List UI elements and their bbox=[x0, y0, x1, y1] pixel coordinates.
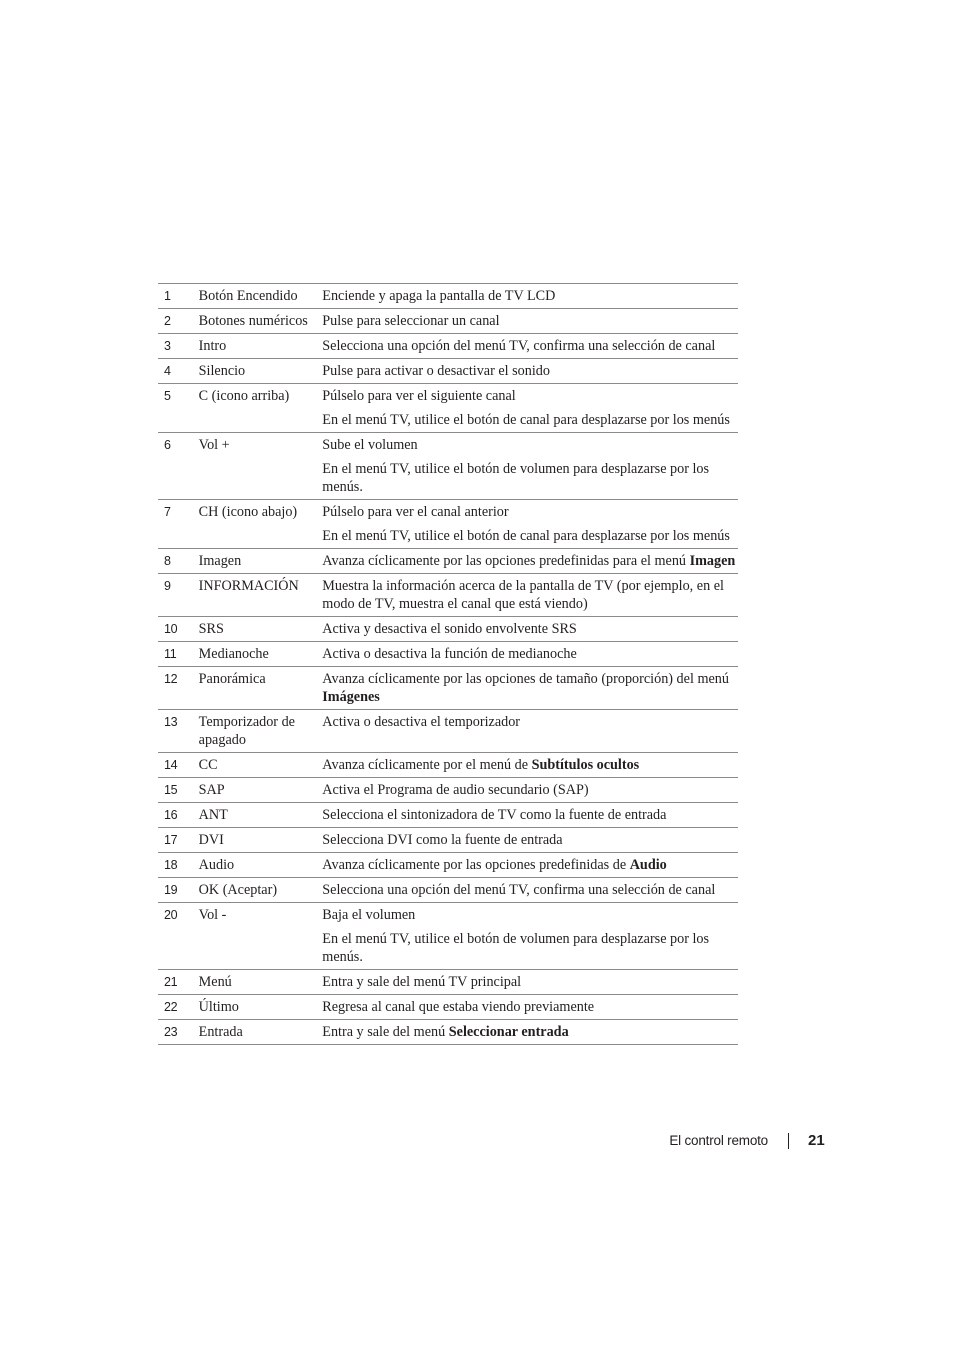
description-line bbox=[322, 970, 738, 994]
description-text: Avanza cíclicamente por las opciones de tamaño (proporción) del menú bbox=[322, 671, 729, 687]
description-line bbox=[322, 617, 738, 641]
remote-buttons-table bbox=[158, 283, 738, 1045]
button-number-text: 9 bbox=[164, 579, 171, 593]
table-row bbox=[158, 778, 738, 803]
button-number-text: 1 bbox=[164, 289, 171, 303]
description-text: Púlselo para ver el siguiente canal bbox=[322, 388, 516, 404]
button-name-text: CC bbox=[198, 757, 218, 773]
table-row bbox=[158, 803, 738, 828]
button-number-text: 6 bbox=[164, 438, 171, 452]
description-line bbox=[322, 642, 738, 666]
description-text: Entra y sale del menú TV principal bbox=[322, 974, 522, 990]
button-number-text: 5 bbox=[164, 389, 171, 403]
description-line bbox=[322, 284, 738, 308]
button-number bbox=[158, 878, 199, 903]
button-name-text: Botón Encendido bbox=[198, 288, 298, 304]
button-number bbox=[158, 903, 199, 970]
description-line bbox=[322, 803, 738, 827]
description-line bbox=[322, 1020, 738, 1044]
button-number bbox=[158, 642, 199, 667]
table-row bbox=[158, 433, 738, 500]
description-text: En el menú TV, utilice el botón de canal para desplazarse por los menús bbox=[322, 412, 730, 428]
button-name bbox=[199, 970, 323, 995]
description-text: Selecciona el sintonizadora de TV como la fuente de entrada bbox=[322, 807, 667, 823]
description-text: Enciende y apaga la pantalla de TV LCD bbox=[322, 288, 556, 304]
button-name-text: Vol - bbox=[198, 907, 227, 923]
description-line bbox=[322, 853, 738, 877]
description-text: Avanza cíclicamente por el menú de bbox=[322, 757, 532, 773]
button-description bbox=[322, 970, 738, 995]
button-number-text: 22 bbox=[164, 1000, 178, 1014]
description-text: Entra y sale del menú bbox=[322, 1024, 449, 1040]
button-number bbox=[158, 853, 199, 878]
button-name bbox=[199, 500, 323, 549]
button-name bbox=[199, 334, 323, 359]
button-name bbox=[199, 710, 323, 753]
table-row bbox=[158, 384, 738, 433]
button-number-text: 7 bbox=[164, 505, 171, 519]
button-number-text: 12 bbox=[164, 672, 178, 686]
button-name-text: OK (Aceptar) bbox=[198, 882, 278, 898]
button-description bbox=[322, 778, 738, 803]
button-number-text: 23 bbox=[164, 1025, 178, 1039]
button-description bbox=[322, 574, 738, 617]
button-number-text: 16 bbox=[164, 808, 178, 822]
button-name bbox=[199, 642, 323, 667]
button-number bbox=[158, 778, 199, 803]
button-name-text: CH (icono abajo) bbox=[198, 504, 298, 520]
button-number bbox=[158, 334, 199, 359]
description-text: Regresa al canal que estaba viendo previamente bbox=[322, 999, 595, 1015]
description-text: Activa o desactiva el temporizador bbox=[322, 714, 521, 730]
description-line bbox=[322, 500, 738, 524]
button-name-text: Silencio bbox=[198, 363, 246, 379]
footer-separator bbox=[788, 1133, 789, 1149]
description-menu-name: Audio bbox=[629, 857, 667, 873]
button-name-text: Menú bbox=[198, 974, 232, 990]
description-menu-name: Imágenes bbox=[322, 689, 380, 705]
button-name-text: Intro bbox=[198, 338, 227, 354]
button-name-text: Botones numéricos bbox=[198, 313, 308, 329]
table-row bbox=[158, 642, 738, 667]
button-number-text: 4 bbox=[164, 364, 171, 378]
description-text: Baja el volumen bbox=[322, 907, 416, 923]
table-row bbox=[158, 284, 738, 309]
button-description bbox=[322, 359, 738, 384]
description-line bbox=[322, 408, 738, 432]
table-row bbox=[158, 359, 738, 384]
description-line bbox=[322, 667, 738, 709]
button-name-text: Panorámica bbox=[198, 671, 266, 687]
button-number bbox=[158, 667, 199, 710]
button-name-text: Temporizador de apagado bbox=[198, 714, 295, 748]
page-number: 21 bbox=[808, 1132, 825, 1149]
description-text: Púlselo para ver el canal anterior bbox=[322, 504, 509, 520]
button-name bbox=[199, 853, 323, 878]
button-name bbox=[199, 878, 323, 903]
description-text: Selecciona una opción del menú TV, confirma una selección de canal bbox=[322, 338, 716, 354]
description-text: Muestra la información acerca de la pantalla de TV (por ejemplo, en el modo de TV, muestra el canal que está viendo) bbox=[322, 578, 724, 612]
button-description bbox=[322, 549, 738, 574]
description-text: En el menú TV, utilice el botón de volumen para desplazarse por los menús. bbox=[322, 931, 710, 965]
button-name bbox=[199, 1020, 323, 1045]
description-line bbox=[322, 778, 738, 802]
button-name bbox=[199, 903, 323, 970]
description-text: Sube el volumen bbox=[322, 437, 418, 453]
description-line bbox=[322, 878, 738, 902]
button-name-text: DVI bbox=[198, 832, 224, 848]
button-number-text: 21 bbox=[164, 975, 178, 989]
description-text: Pulse para activar o desactivar el sonido bbox=[322, 363, 550, 379]
remote-buttons-table-body bbox=[158, 284, 738, 1045]
button-description bbox=[322, 753, 738, 778]
button-name bbox=[199, 549, 323, 574]
button-description bbox=[322, 309, 738, 334]
description-line bbox=[322, 828, 738, 852]
button-number-text: 11 bbox=[164, 647, 177, 661]
table-row bbox=[158, 617, 738, 642]
button-number bbox=[158, 617, 199, 642]
description-text: Activa o desactiva la función de medianoche bbox=[322, 646, 577, 662]
button-number bbox=[158, 828, 199, 853]
table-row bbox=[158, 500, 738, 549]
description-line bbox=[322, 549, 738, 573]
button-description bbox=[322, 995, 738, 1020]
button-description bbox=[322, 433, 738, 500]
table-row bbox=[158, 1020, 738, 1045]
button-number-text: 2 bbox=[164, 314, 171, 328]
button-description bbox=[322, 617, 738, 642]
description-line bbox=[322, 753, 738, 777]
button-name bbox=[199, 309, 323, 334]
button-name bbox=[199, 828, 323, 853]
description-line bbox=[322, 574, 738, 616]
button-description bbox=[322, 334, 738, 359]
description-line bbox=[322, 927, 738, 969]
button-name bbox=[199, 803, 323, 828]
button-description bbox=[322, 284, 738, 309]
button-number bbox=[158, 309, 199, 334]
button-number-text: 19 bbox=[164, 883, 178, 897]
button-name-text: Entrada bbox=[198, 1024, 243, 1040]
button-description bbox=[322, 384, 738, 433]
button-name-text: Imagen bbox=[198, 553, 242, 569]
table-row bbox=[158, 753, 738, 778]
button-description bbox=[322, 853, 738, 878]
button-name bbox=[199, 778, 323, 803]
button-description bbox=[322, 828, 738, 853]
button-number bbox=[158, 1020, 199, 1045]
button-name bbox=[199, 284, 323, 309]
button-number-text: 20 bbox=[164, 908, 178, 922]
button-name bbox=[199, 359, 323, 384]
description-text: Selecciona una opción del menú TV, confirma una selección de canal bbox=[322, 882, 716, 898]
description-line bbox=[322, 995, 738, 1019]
table-row bbox=[158, 995, 738, 1020]
description-text: Avanza cíclicamente por las opciones predefinidas para el menú bbox=[322, 553, 690, 569]
description-line bbox=[322, 334, 738, 358]
description-text: En el menú TV, utilice el botón de volumen para desplazarse por los menús. bbox=[322, 461, 710, 495]
description-text: Pulse para seleccionar un canal bbox=[322, 313, 500, 329]
description-line bbox=[322, 359, 738, 383]
button-name-text: ANT bbox=[198, 807, 228, 823]
button-number-text: 18 bbox=[164, 858, 178, 872]
button-number bbox=[158, 995, 199, 1020]
description-text: Activa y desactiva el sonido envolvente SRS bbox=[322, 621, 577, 637]
description-text: Activa el Programa de audio secundario (SAP) bbox=[322, 782, 589, 798]
description-line bbox=[322, 710, 738, 734]
button-number bbox=[158, 753, 199, 778]
button-name-text: SRS bbox=[198, 621, 224, 637]
button-number-text: 15 bbox=[164, 783, 178, 797]
table-row bbox=[158, 710, 738, 753]
table-row bbox=[158, 309, 738, 334]
description-menu-name: Subtítulos ocultos bbox=[531, 757, 640, 773]
button-description bbox=[322, 642, 738, 667]
table-row bbox=[158, 903, 738, 970]
table-row bbox=[158, 878, 738, 903]
description-menu-name: Seleccionar entrada bbox=[448, 1024, 569, 1040]
button-number bbox=[158, 970, 199, 995]
button-number bbox=[158, 500, 199, 549]
button-number-text: 14 bbox=[164, 758, 178, 772]
button-number bbox=[158, 710, 199, 753]
table-row bbox=[158, 828, 738, 853]
button-name-text: INFORMACIÓN bbox=[198, 578, 299, 594]
button-name bbox=[199, 384, 323, 433]
button-name-text: Último bbox=[198, 999, 239, 1015]
button-description bbox=[322, 500, 738, 549]
table-row bbox=[158, 667, 738, 710]
description-line bbox=[322, 309, 738, 333]
description-text: Selecciona DVI como la fuente de entrada bbox=[322, 832, 563, 848]
button-name bbox=[199, 574, 323, 617]
description-line bbox=[322, 433, 738, 457]
button-number-text: 8 bbox=[164, 554, 171, 568]
button-number bbox=[158, 433, 199, 500]
button-description bbox=[322, 667, 738, 710]
button-description bbox=[322, 1020, 738, 1045]
button-number-text: 17 bbox=[164, 833, 178, 847]
button-name bbox=[199, 433, 323, 500]
description-menu-name: Imagen bbox=[689, 553, 736, 569]
button-description bbox=[322, 710, 738, 753]
table-row bbox=[158, 549, 738, 574]
button-number-text: 13 bbox=[164, 715, 178, 729]
table-row bbox=[158, 574, 738, 617]
table-row bbox=[158, 853, 738, 878]
footer-section-title: El control remoto bbox=[669, 1133, 768, 1148]
description-line bbox=[322, 457, 738, 499]
button-name bbox=[199, 753, 323, 778]
button-number-text: 10 bbox=[164, 622, 178, 636]
description-text: En el menú TV, utilice el botón de canal para desplazarse por los menús bbox=[322, 528, 730, 544]
button-number bbox=[158, 803, 199, 828]
button-name-text: C (icono arriba) bbox=[198, 388, 290, 404]
button-name-text: Medianoche bbox=[198, 646, 269, 662]
description-line bbox=[322, 903, 738, 927]
button-number bbox=[158, 284, 199, 309]
description-line bbox=[322, 524, 738, 548]
table-row bbox=[158, 970, 738, 995]
button-number bbox=[158, 384, 199, 433]
button-name bbox=[199, 995, 323, 1020]
description-text: Avanza cíclicamente por las opciones predefinidas de bbox=[322, 857, 630, 873]
button-number bbox=[158, 549, 199, 574]
button-description bbox=[322, 803, 738, 828]
button-description bbox=[322, 903, 738, 970]
button-name bbox=[199, 667, 323, 710]
button-name-text: Audio bbox=[198, 857, 235, 873]
button-name bbox=[199, 617, 323, 642]
button-number bbox=[158, 359, 199, 384]
button-number-text: 3 bbox=[164, 339, 171, 353]
button-description bbox=[322, 878, 738, 903]
button-name-text: Vol + bbox=[198, 437, 230, 453]
page-footer bbox=[0, 1131, 954, 1151]
description-line bbox=[322, 384, 738, 408]
button-number bbox=[158, 574, 199, 617]
table-row bbox=[158, 334, 738, 359]
button-name-text: SAP bbox=[198, 782, 225, 798]
